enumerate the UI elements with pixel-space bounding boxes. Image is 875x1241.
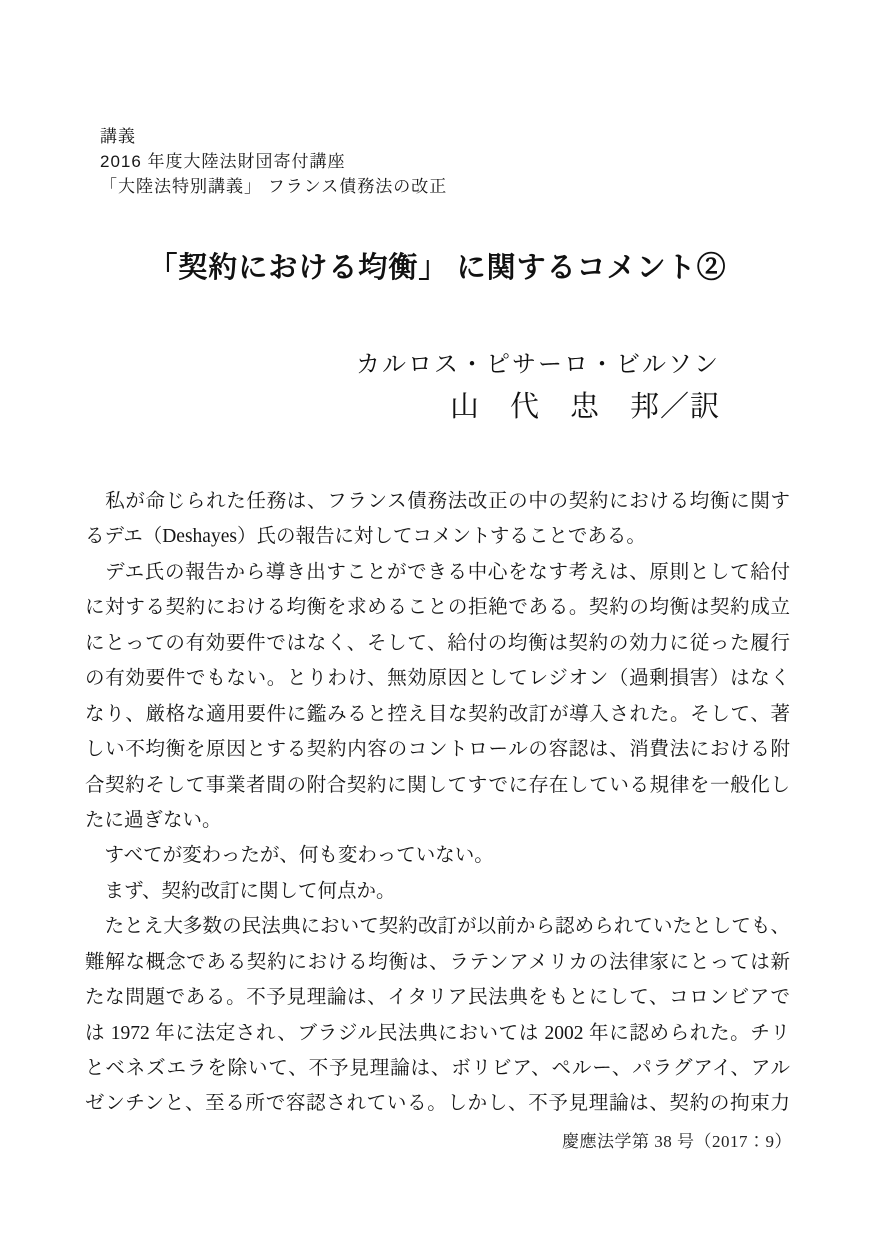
body-line: デエ氏の報告から導き出すことができる中心をなす考えは、原則として給付 — [85, 561, 790, 583]
body-line: なり、厳格な適用要件に鑑みると控え目な契約改訂が導入された。そして、著 — [85, 703, 790, 725]
body-line: 難解な概念である契約における均衡は、ラテンアメリカの法律家にとっては新 — [85, 951, 790, 973]
body-line: まず、契約改訂に関して何点か。 — [85, 880, 396, 902]
header-lecture-topic: 「大陸法特別講義」 フランス債務法の改正 — [100, 177, 448, 196]
body-text — [85, 484, 790, 1122]
body-line: たな問題である。不予見理論は、イタリア民法典をもとにして、コロンビアで — [85, 987, 790, 1009]
body-line: たとえ大多数の民法典において契約改訂が以前から認められていたとしても、 — [85, 916, 790, 938]
body-line: 私が命じられた任務は、フランス債務法改正の中の契約における均衡に関す — [85, 491, 790, 512]
body-line: しい不均衡を原因とする契約内容のコントロールの容認は、消費法における附 — [85, 739, 790, 761]
author-block — [356, 350, 720, 424]
body-line: の有効要件でもない。とりわけ、無効原因としてレジオン（過剰損害）はなく — [85, 668, 790, 690]
body-line: 合契約そして事業者間の附合契約に関してすでに存在している規律を一般化し — [85, 774, 790, 796]
body-line: ゼンチンと、至る所で容認されている。しかし、不予見理論は、契約の拘束力 — [85, 1093, 790, 1115]
body-line: とベネズエラを除いて、不予見理論は、ボリビア、ペルー、パラグアイ、アル — [85, 1058, 790, 1079]
author-name: カルロス・ピサーロ・ビルソン — [356, 352, 720, 378]
journal-citation-footer: 慶應法学第 38 号（2017：9） — [562, 1132, 792, 1151]
translator-name: 山 代 忠 邦／訳 — [449, 391, 720, 423]
body-line: は 1972 年に法定され、ブラジル民法典においては 2002 年に認められた。チリ — [85, 1022, 790, 1044]
page-title: 「契約における均衡」 に関するコメント② — [148, 252, 727, 284]
header-genre-label: 講義 — [100, 127, 136, 146]
body-line: たに過ぎない。 — [85, 809, 222, 831]
body-line: にとっての有効要件ではなく、そして、給付の均衡は契約の効力に従った履行 — [85, 632, 790, 654]
body-line: るデエ（Deshayes）氏の報告に対してコメントすることである。 — [85, 526, 646, 548]
lecture-series-header — [100, 124, 447, 199]
body-line: に対する契約における均衡を求めることの拒絶である。契約の均衡は契約成立 — [85, 597, 790, 619]
header-course-label: 2016 年度大陸法財団寄付講座 — [100, 152, 346, 171]
body-line: すべてが変わったが、何も変わっていない。 — [85, 845, 494, 867]
